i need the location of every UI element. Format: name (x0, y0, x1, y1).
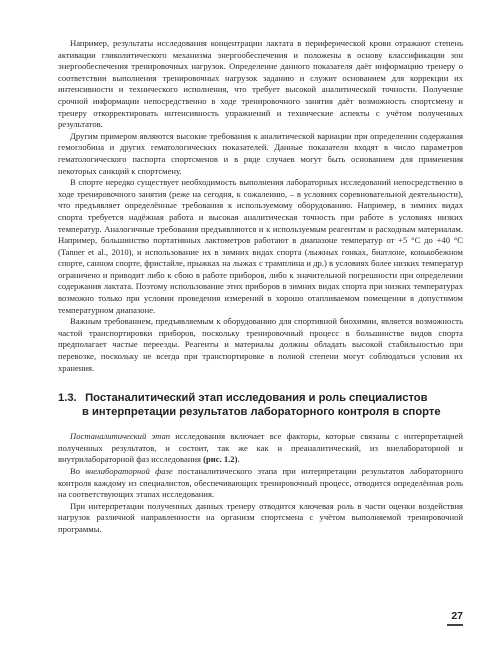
section-title-line1: Постаналитический этап исследования и роль специалистов (85, 392, 428, 405)
paragraph-extralab-lead: Во (70, 466, 86, 476)
term-postanalytic: Постаналитический этап (70, 431, 171, 442)
paragraph-postanalytic-end: . (237, 454, 240, 465)
page-number-rule (447, 624, 463, 626)
paragraph-hemoglobin: Другим примером являются высокие требования к аналитической вариации при определении содержания гемоглобина и других гематологических показателей. Данные показатели входят в число параметров гематологического паспорта спортсменов и в ряде случаев могут быть основанием для применения некоторых санкций к спортсмену. (58, 130, 463, 176)
paragraph-coach-role: При интерпретации полученных данных тренеру отводится ключевая роль в части оценки воздействия нагрузок различной направленности на организм спортсмена с учётом выполняемой тренировочной программы. (58, 500, 463, 534)
paragraph-postanalytic-text: исследования включает все факторы, которые связаны с интерпретацией полученных результатов, и состоит, так же как и преаналитический, из внелабораторной и внутрилабораторной фаз исследования (58, 431, 463, 465)
section-title-line2: в интерпретации результатов лабораторного контроля в спорте (82, 406, 441, 419)
page-body (58, 38, 463, 536)
paragraph-transport: Важным требованием, предъявляемым к оборудованию для спортивной биохимии, является возможность частой транспортировки приборов, поскольку тренировочный процесс в большинстве видов спорта предполагает частые переезды. Реагенты и материалы должны обладать высокой стабильностью при перевозке, поскольку не всегда при транспортировке в полной степени могут соблюдаться условия их хранения. (58, 316, 463, 373)
paragraph-field-testing: В спорте нередко существует необходимость выполнения лабораторных исследований непосредственно в ходе тренировочного занятия (реже на сегодня, к сожалению, – в условиях соревновательной деятельности), что предъявляет определённые требования к используемому оборудованию. Например, в зимних видах спорта требуется надёжная работа и высокая аналитическая точность при работе в условиях низких температур. Аналогичные требования предъявляются и к используемым реагентам и расходным материалам. Например, большинство портативных лактометров работают в диапазоне температур от +5 °С до +40 °С (Tanner et al., 2010), и использование их в зимних видах спорта (лыжных гонках, биатлоне, конькобежном спорте, санном спорте, фристайле, прыжках на лыжах с трамплина и др.) в условиях более низких температур ограничено и приводит либо к сбою в работе приборов, либо к значительной погрешности при определении содержания лактата. Поэтому использование этих приборов в зимних видах спорта при низких температурах возможно только при условии проведения измерений в хорошо отапливаемом помещении в допустимом температурном диапазоне. (58, 177, 463, 315)
paragraph-lactate: Например, результаты исследования концентрации лактата в периферической крови отражают степень активации гликолитического механизма энергообеспечения и положены в основу классификации зон энергообеспечения тренировочных нагрузок. Определение данного показателя даёт информацию тренеру о соответствии выполнения тренировочных нагрузок заданию и служит основанием для коррекции их интенсивности и технического исполнения, что требует высокой аналитической точности. Получение срочной информации непосредственно в ходе тренировочного занятия даёт возможность спортсмену и тренеру откорректировать интенсивность упражнений и технические аспекты с учётом полученных результатов. (58, 38, 463, 130)
paragraph-extralab (58, 466, 463, 501)
paragraph-postanalytic (58, 431, 463, 466)
section-number: 1.3. (58, 392, 77, 405)
page-number: 27 (451, 610, 463, 622)
term-extralab-phase: внелабораторной фазе (85, 466, 173, 476)
paragraph-extralab-text: постаналитического этапа при интерпретации результатов лабораторного контроля каждому из специалистов, обеспечивающих тренировочный процесс, отводится определённая роль на соответствующих этапах исследования. (58, 466, 463, 500)
section-heading (58, 391, 463, 419)
figure-reference: (рис. 1.2) (203, 454, 238, 465)
